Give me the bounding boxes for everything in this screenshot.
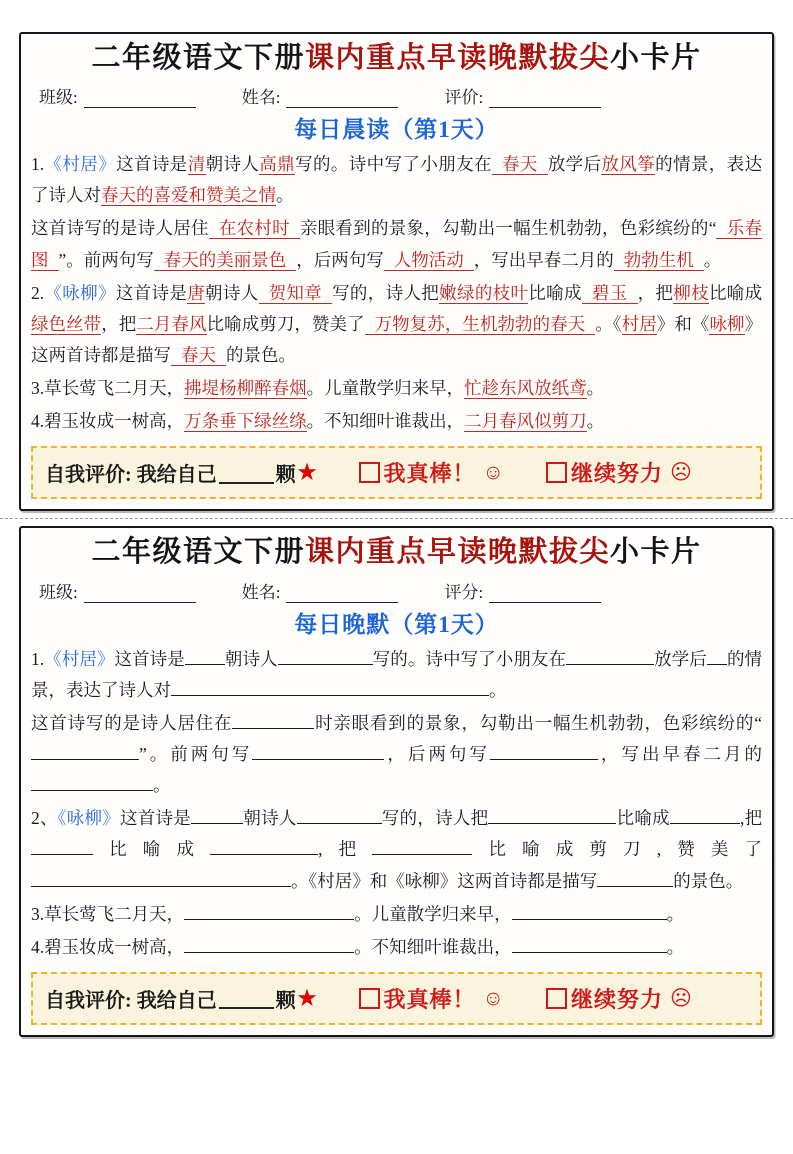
checkbox-icon <box>546 462 567 483</box>
text-run: ，后两句写 <box>296 249 384 270</box>
student-field <box>242 578 399 603</box>
text-run: ,把 <box>318 839 373 860</box>
text-run: ，把 <box>101 313 137 334</box>
text-run: 3.草长莺飞二月天， <box>31 378 185 399</box>
blank-line <box>488 806 616 825</box>
text-run: 的景色。 <box>673 870 744 891</box>
answer-text: 人物活动 <box>384 250 474 271</box>
student-field <box>444 578 601 603</box>
text-run: 1. <box>31 648 45 669</box>
field-blank-line <box>84 584 196 603</box>
card-body <box>31 644 762 963</box>
answer-text: 在农村时 <box>209 218 300 239</box>
smiley-face-icon: ☺ <box>482 460 504 485</box>
answer-text: 咏柳 <box>709 313 745 334</box>
text-run: 写的。诗中写了小朋友在 <box>295 154 492 175</box>
paragraph <box>31 708 762 801</box>
field-label: 评价: <box>444 88 484 108</box>
student-field <box>242 83 399 108</box>
worksheet-card-evening <box>19 526 774 1037</box>
poem-title: 《村居》 <box>44 648 115 669</box>
text-run: 亲眼看到的景象，勾勒出一幅生机勃勃，色彩缤纷的“ <box>299 218 717 239</box>
student-fields <box>31 578 762 603</box>
card-title <box>31 533 762 572</box>
blank-line <box>171 677 489 696</box>
checkbox-icon <box>359 988 380 1009</box>
title-segment: 课内重点早读晚默拔尖 <box>304 536 610 569</box>
field-label: 姓名: <box>241 582 281 602</box>
worksheet-card-morning <box>19 32 774 511</box>
blank-line <box>31 773 153 792</box>
text-run: 。儿童散学归来早， <box>354 903 512 924</box>
answer-text: 乐春图 <box>31 218 763 270</box>
cut-line-divider <box>0 518 793 519</box>
blank-line <box>252 741 384 760</box>
text-run: 。不知细叶谁裁出， <box>354 936 512 957</box>
text-run: 。不知细叶谁裁出， <box>306 411 465 432</box>
answer-text: 唐 <box>187 282 206 303</box>
blank-line <box>512 934 667 953</box>
sad-face-icon: ☹ <box>669 460 692 485</box>
field-label: 班级: <box>39 582 78 602</box>
blank-line <box>597 868 673 887</box>
text-run: 放学后 <box>654 648 707 669</box>
text-run: 。 <box>666 936 685 957</box>
field-label: 班级: <box>39 88 78 108</box>
text-run: 比喻成 <box>616 808 670 829</box>
text-run: 。 <box>586 378 605 399</box>
text-run: 比喻成 <box>528 282 582 303</box>
blank-line <box>372 837 472 856</box>
answer-text: 万条垂下绿丝绦 <box>184 411 307 432</box>
blank-line <box>185 646 225 665</box>
text-run: 这首诗是 <box>120 808 192 829</box>
blank-line <box>512 901 667 920</box>
self-eval-unit-label: 颗 <box>275 464 296 487</box>
text-run: 。 <box>489 679 507 700</box>
text-run: 》这两首诗都是描写 <box>31 313 763 365</box>
answer-text: 清 <box>187 154 206 175</box>
text-run: 比喻成剪刀,赞美了 <box>472 839 763 860</box>
text-run: 》和《 <box>656 313 710 334</box>
sad-face-icon: ☹ <box>669 985 692 1010</box>
text-run: 。 <box>153 775 171 796</box>
text-run: 写的，诗人把 <box>332 282 440 303</box>
student-field <box>39 578 196 603</box>
answer-text: 绿色丝带 <box>31 313 102 334</box>
blank-line <box>31 741 139 760</box>
eval-option <box>546 457 692 488</box>
answer-text: 放风筝 <box>601 154 656 175</box>
answer-text: 贺知章 <box>259 283 333 304</box>
paragraph <box>31 149 762 211</box>
text-run: 时亲眼看到的景象，勾勒出一幅生机勃勃，色彩缤纷的“ <box>314 712 763 733</box>
text-run: 。 <box>586 411 605 432</box>
answer-text: 春天的美丽景色 <box>154 250 297 271</box>
blank-line <box>191 806 243 825</box>
text-run: ”。前两句写 <box>139 743 253 764</box>
text-run: 2、 <box>31 808 58 829</box>
text-run: ”。前两句写 <box>58 249 154 270</box>
text-run: 这首诗是 <box>116 154 188 175</box>
text-run: 的情景，表达了诗人对 <box>31 154 763 206</box>
text-run: 写的，诗人把 <box>381 808 489 829</box>
text-run: ，写出早春二月的 <box>597 743 763 764</box>
text-run: 这首诗写的是诗人居住在 <box>31 712 233 733</box>
text-run: 。 <box>703 249 722 270</box>
paragraph <box>31 803 762 896</box>
self-eval-unit-label: 颗 <box>275 989 296 1012</box>
blank-line <box>707 646 727 665</box>
text-run: 放学后 <box>547 154 602 175</box>
field-blank-line <box>84 89 196 108</box>
daily-morning-reading-heading: 每日晨读（第1天） <box>294 117 499 143</box>
smiley-face-icon: ☺ <box>482 985 504 1010</box>
answer-text: 二月春风 <box>136 313 207 334</box>
self-evaluation-box <box>31 972 762 1025</box>
answer-text: 柳枝 <box>673 282 709 303</box>
eval-option-label: 我真棒！ <box>383 461 476 487</box>
text-run: 写的。诗中写了小朋友在 <box>372 648 567 669</box>
field-label: 姓名: <box>241 88 281 108</box>
blank-line <box>31 868 291 887</box>
field-blank-line <box>489 584 601 603</box>
paragraph <box>31 899 762 930</box>
text-run: 这首诗写的是诗人居住 <box>31 218 209 239</box>
student-field <box>39 83 196 108</box>
answer-text: 春天 <box>171 345 226 366</box>
text-run: 1. <box>31 154 45 175</box>
card-body <box>31 149 762 437</box>
text-run: 这首诗是 <box>114 648 185 669</box>
blank-line <box>210 837 318 856</box>
text-run: 。 <box>666 903 685 924</box>
answer-text: 拂堤杨柳醉春烟 <box>184 378 307 399</box>
answer-text: 碧玉 <box>582 283 638 304</box>
title-segment: 二年级语文下册 <box>91 536 305 569</box>
text-run: 。《村居》和《咏柳》这两首诗都是描写 <box>291 870 598 891</box>
field-blank-line <box>286 89 398 108</box>
text-run: 的情景，表达了诗人对 <box>31 648 763 700</box>
stars-count-blank-line <box>219 987 274 1009</box>
self-eval-label: 自我评价: 我给自己 <box>45 989 217 1012</box>
field-blank-line <box>489 89 601 108</box>
student-fields <box>31 83 762 108</box>
answer-text: 万物复苏，生机勃勃的春天 <box>365 314 596 335</box>
poem-title: 《村居》 <box>44 154 117 175</box>
checkbox-icon <box>546 988 567 1009</box>
text-run: 2. <box>31 282 45 303</box>
text-run: 。 <box>276 185 294 206</box>
text-run: 的景色。 <box>226 344 296 365</box>
field-label: 评分: <box>444 582 484 602</box>
answer-text: 嫩绿的枝叶 <box>439 282 529 303</box>
self-evaluation-box <box>31 446 762 499</box>
paragraph <box>31 373 762 404</box>
paragraph <box>31 406 762 437</box>
eval-option-label: 继续努力 <box>570 461 663 487</box>
blank-line <box>31 837 93 856</box>
title-segment: 课内重点早读晚默拔尖 <box>304 42 610 74</box>
self-eval-label: 自我评价: 我给自己 <box>45 464 217 487</box>
text-run: ，写出早春二月的 <box>473 249 614 270</box>
blank-line <box>184 901 354 920</box>
answer-text: 春天 <box>492 154 548 175</box>
student-field <box>444 83 601 108</box>
eval-option <box>359 457 504 488</box>
star-icon: ★ <box>297 460 317 485</box>
blank-line <box>278 646 373 665</box>
eval-option <box>359 983 504 1014</box>
text-run: 。《 <box>595 313 622 334</box>
text-run: 朝诗人 <box>224 648 278 669</box>
answer-text: 勃勃生机 <box>614 250 704 271</box>
field-blank-line <box>286 584 398 603</box>
star-icon: ★ <box>297 985 317 1010</box>
title-segment: 二年级语文下册 <box>91 42 305 74</box>
text-run: ，把 <box>637 282 674 303</box>
eval-option-label: 我真棒！ <box>383 986 476 1012</box>
paragraph <box>31 932 762 963</box>
text-run: 比喻成剪刀，赞美了 <box>206 313 365 334</box>
blank-line <box>184 934 354 953</box>
text-run: 比喻成 <box>708 282 763 303</box>
text-run: 朝诗人 <box>205 282 259 303</box>
eval-option-label: 继续努力 <box>570 986 663 1012</box>
text-run: 。儿童散学归来早， <box>306 378 465 399</box>
paragraph <box>31 278 762 371</box>
poem-title: 《咏柳》 <box>57 808 121 829</box>
text-run: 朝诗人 <box>205 154 260 175</box>
text-run: 4.碧玉妆成一树高， <box>31 411 185 432</box>
answer-text: 高鼎 <box>259 154 296 175</box>
card-title <box>31 39 762 78</box>
blank-line <box>232 710 314 729</box>
text-run: 4.碧玉妆成一树高， <box>31 936 185 957</box>
text-run: ,把 <box>739 808 763 829</box>
title-segment: 小卡片 <box>610 536 702 569</box>
blank-line <box>566 646 654 665</box>
daily-evening-dictation-heading: 每日晚默（第1天） <box>294 611 499 637</box>
stars-count-blank-line <box>219 462 274 484</box>
poem-title: 《咏柳》 <box>44 282 116 303</box>
blank-line <box>670 806 740 825</box>
text-run: 3.草长莺飞二月天， <box>31 903 185 924</box>
checkbox-icon <box>359 462 380 483</box>
blank-line <box>490 741 598 760</box>
paragraph <box>31 213 762 275</box>
eval-option <box>546 983 692 1014</box>
answer-text: 二月春风似剪刀 <box>464 411 587 432</box>
answer-text: 忙趁东风放纸鸢 <box>464 378 587 399</box>
text-run: 这首诗是 <box>115 282 188 303</box>
title-segment: 小卡片 <box>610 42 702 74</box>
paragraph <box>31 644 762 706</box>
blank-line <box>297 806 382 825</box>
text-run: ，后两句写 <box>384 743 490 764</box>
answer-text: 村居 <box>621 313 657 334</box>
text-run: 朝诗人 <box>243 808 297 829</box>
answer-text: 春天的喜爱和赞美之情 <box>101 185 276 206</box>
text-run: 比喻成 <box>93 839 211 860</box>
